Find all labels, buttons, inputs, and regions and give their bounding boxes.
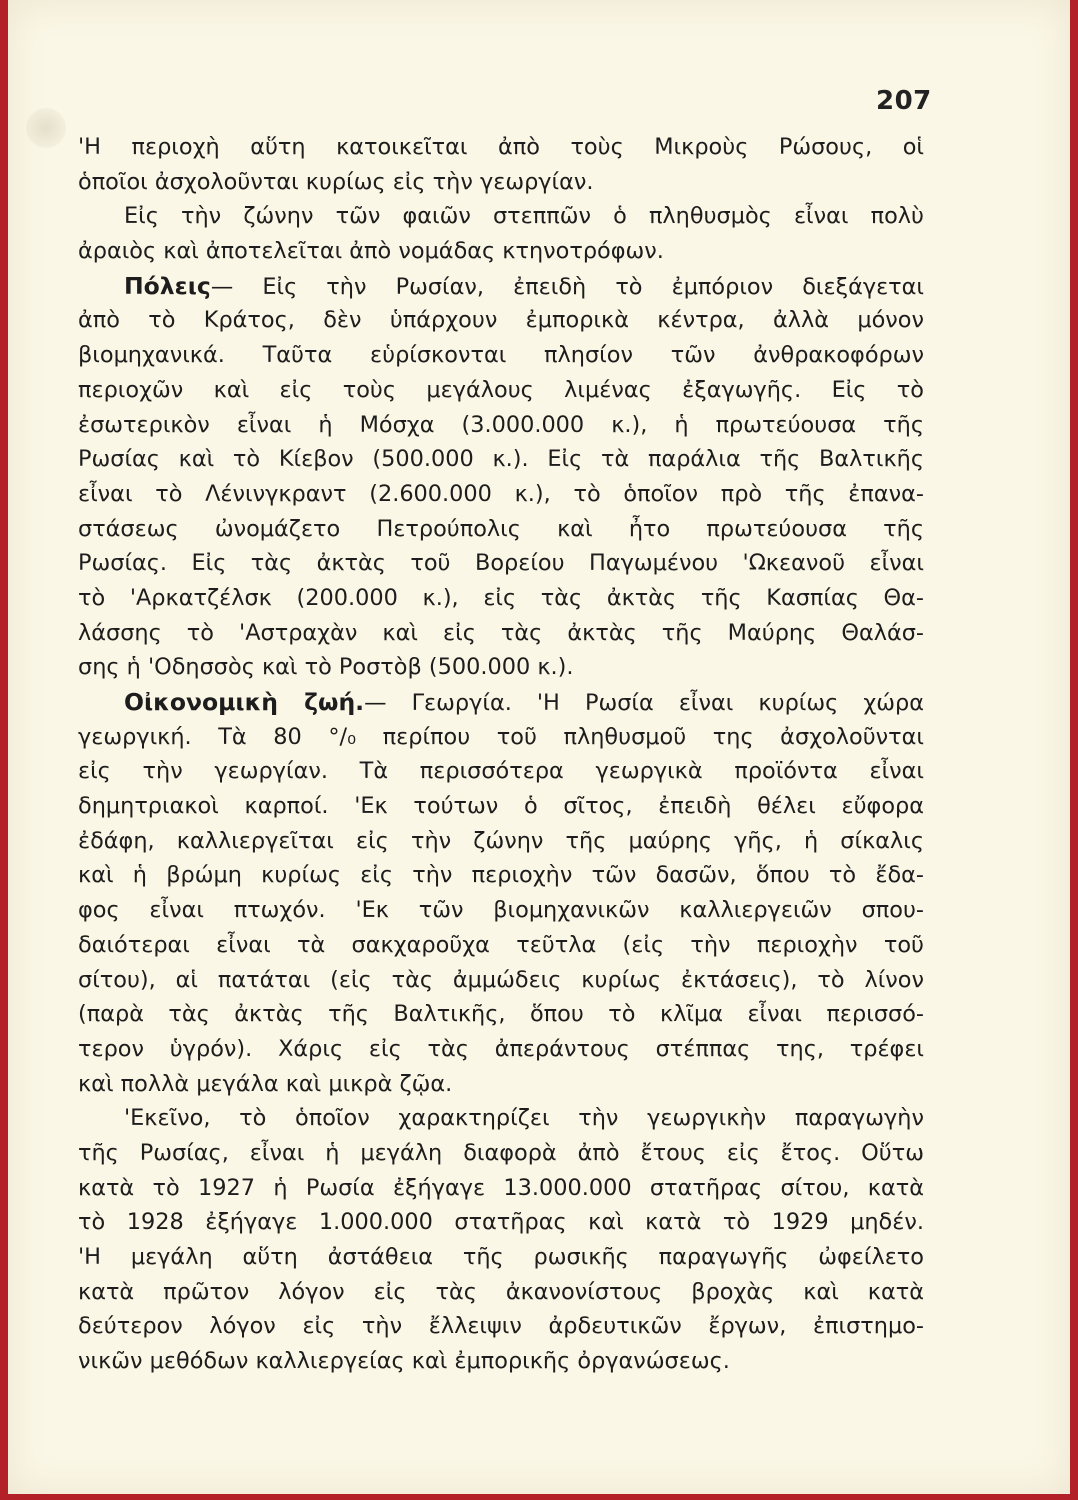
text-line: καὶ ἡ βρώμη κυρίως εἰς τὴν περιοχὴν τῶν δασῶν, ὅπου τὸ ἔδα-: [78, 862, 924, 889]
text-line: περιοχῶν καὶ εἰς τοὺς μεγάλους λιμένας ἐξαγωγῆς. Εἰς τὸ: [78, 376, 924, 403]
text-line: κατὰ πρῶτον λόγον εἰς τὰς ἀκανονίστους βροχὰς καὶ κατὰ: [78, 1278, 924, 1305]
text-line: εἶναι τὸ Λένινγκραντ (2.600.000 κ.), τὸ ὁποῖον πρὸ τῆς ἐπανα-: [78, 480, 924, 507]
text-line: τερον ὑγρόν). Χάρις εἰς τὰς ἀπεράντους στέππας της, τρέφει: [78, 1035, 924, 1062]
text-line: τὸ 1928 ἐξήγαγε 1.000.000 στατῆρας καὶ κατὰ τὸ 1929 μηδέν.: [78, 1209, 924, 1236]
text-line: ἀπὸ τὸ Κράτος, δὲν ὑπάρχουν ἐμπορικὰ κέντρα, ἀλλὰ μόνον: [78, 307, 924, 334]
section-heading-economy: Οἰκονομικὴ ζωή.: [124, 688, 365, 716]
text-line-rest: — Εἰς τὴν Ρωσίαν, ἐπειδὴ τὸ ἐμπόριον διεξάγεται: [210, 273, 924, 300]
text-line: σίτου), αἱ πατάται (εἰς τὰς ἀμμώδεις κυρίως ἐκτάσεις), τὸ λίνον: [78, 966, 924, 993]
text-line: τῆς Ρωσίας, εἶναι ἡ μεγάλη διαφορὰ ἀπὸ ἔτους εἰς ἔτος. Οὕτω: [78, 1139, 924, 1166]
text-line: 'Η περιοχὴ αὕτη κατοικεῖται ἀπὸ τοὺς Μικροὺς Ρώσους, οἱ: [78, 134, 924, 160]
text-line: βιομηχανικά. Ταῦτα εὑρίσκονται πλησίον τῶν ἀνθρακοφόρων: [78, 342, 924, 369]
text-line: τὸ 'Αρκατζέλσκ (200.000 κ.), εἰς τὰς ἀκτὰς τῆς Κασπίας Θα-: [78, 584, 924, 611]
text-line: ἐδάφη, καλλιεργεῖται εἰς τὴν ζώνην τῆς μαύρης γῆς, ἡ σίκαλις: [78, 827, 924, 854]
text-line: νικῶν μεθόδων καλλιεργείας καὶ ἐμπορικῆς ὀργανώσεως.: [78, 1348, 730, 1375]
text-line: 'Η μεγάλη αὕτη ἀστάθεια τῆς ρωσικῆς παραγωγῆς ὠφείλετο: [78, 1244, 924, 1270]
text-line: Εἰς τὴν ζώνην τῶν φαιῶν στεππῶν ὁ πληθυσμὸς εἶναι πολὺ: [124, 203, 924, 230]
book-page: [8, 0, 1070, 1494]
text-line: δαιότεραι εἶναι τὰ σακχαροῦχα τεῦτλα (εἰς τὴν περιοχὴν τοῦ: [78, 931, 924, 958]
text-line: Ρωσίας. Εἰς τὰς ἀκτὰς τοῦ Βορείου Παγωμένου 'Ωκεανοῦ εἶναι: [78, 550, 924, 577]
text-line: εἰς τὴν γεωργίαν. Τὰ περισσότερα γεωργικὰ προϊόντα εἶναι: [78, 758, 924, 785]
text-line-rest: — Γεωργία. 'Η Ρωσία εἶναι κυρίως χώρα: [364, 690, 924, 716]
text-line: δεύτερον λόγον εἰς τὴν ἔλλειψιν ἀρδευτικῶν ἔργων, ἐπιστημο-: [78, 1313, 924, 1340]
text-line: Ρωσίας καὶ τὸ Κίεβον (500.000 κ.). Εἰς τὰ παράλια τῆς Βαλτικῆς: [78, 446, 924, 473]
text-line: δημητριακοὶ καρποί. 'Εκ τούτων ὁ σῖτος, ἐπειδὴ θέλει εὔφορα: [78, 793, 924, 820]
text-line: λάσσης τὸ 'Αστραχὰν καὶ εἰς τὰς ἀκτὰς τῆς Μαύρης Θαλάσ-: [78, 619, 924, 646]
text-line: στάσεως ὠνομάζετο Πετρούπολις καὶ ἦτο πρωτεύουσα τῆς: [78, 515, 924, 542]
section-heading-cities: Πόλεις: [124, 271, 211, 300]
text-line: γεωργική. Τὰ 80 °/₀ περίπου τοῦ πληθυσμοῦ της ἀσχολοῦνται: [78, 723, 924, 750]
body-text: [78, 130, 924, 1379]
text-line: φος εἶναι πτωχόν. 'Εκ τῶν βιομηχανικῶν καλλιεργειῶν σπου-: [78, 897, 924, 924]
text-line: (παρὰ τὰς ἀκτὰς τῆς Βαλτικῆς, ὅπου τὸ κλῖμα εἶναι περισσό-: [78, 1001, 924, 1028]
text-line: κατὰ τὸ 1927 ἡ Ρωσία ἐξήγαγε 13.000.000 στατῆρας σίτου, κατὰ: [78, 1174, 924, 1201]
text-line: [78, 269, 924, 304]
text-line: 'Εκεῖνο, τὸ ὁποῖον χαρακτηρίζει τὴν γεωργικὴν παραγωγὴν: [124, 1105, 924, 1132]
text-line: σης ἡ 'Οδησσὸς καὶ τὸ Ροστὸβ (500.000 κ.).: [78, 654, 574, 681]
page-stain: [26, 108, 66, 148]
page-number: 207: [876, 86, 932, 116]
text-line: καὶ πολλὰ μεγάλα καὶ μικρὰ ζῷα.: [78, 1070, 453, 1097]
text-line: ἐσωτερικὸν εἶναι ἡ Μόσχα (3.000.000 κ.), ἡ πρωτεύουσα τῆς: [78, 411, 924, 438]
text-line: [78, 685, 924, 720]
text-line: ἀραιὸς καὶ ἀποτελεῖται ἀπὸ νομάδας κτηνοτρόφων.: [78, 238, 664, 265]
text-line: ὁποῖοι ἀσχολοῦνται κυρίως εἰς τὴν γεωργίαν.: [78, 168, 594, 195]
